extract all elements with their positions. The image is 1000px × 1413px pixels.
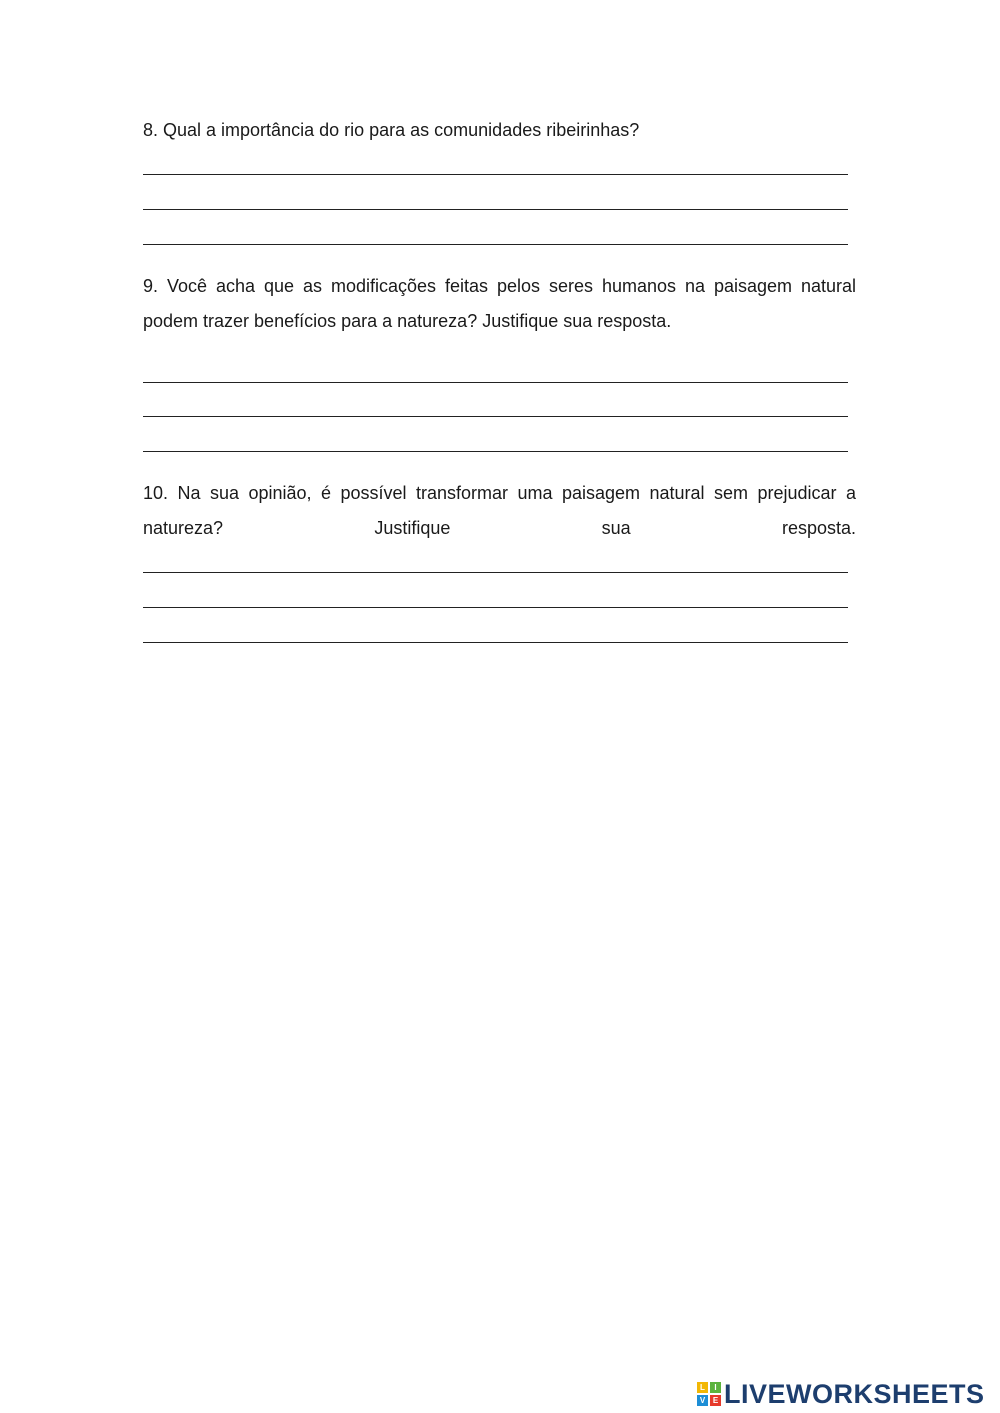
logo-cell-e: E: [710, 1395, 721, 1406]
logo-cell-i: I: [710, 1382, 721, 1393]
question-10-answer-line-3[interactable]: [143, 642, 848, 643]
liveworksheets-logo-text: LIVEWORKSHEETS: [724, 1378, 985, 1409]
question-8-answer-line-2[interactable]: [143, 209, 848, 210]
question-10-text: 10. Na sua opinião, é possível transformar uma paisagem natural sem prejudicar a natureza? Justifique sua resposta.: [143, 483, 856, 538]
question-8-text: 8. Qual a importância do rio para as comunidades ribeirinhas?: [143, 120, 640, 140]
question-9-answer-line-1[interactable]: [143, 382, 848, 383]
question-9-text: 9. Você acha que as modificações feitas pelos seres humanos na paisagem natural podem trazer benefícios para a natureza? Justifique sua resposta.: [143, 276, 856, 331]
question-10-answer-line-1[interactable]: [143, 572, 848, 573]
question-8-answer-line-1[interactable]: [143, 174, 848, 175]
liveworksheets-logo-icon: [697, 1382, 721, 1406]
question-9-answer-line-2[interactable]: [143, 416, 848, 417]
question-10-answer-line-2[interactable]: [143, 607, 848, 608]
liveworksheets-logo: [697, 1378, 985, 1410]
question-8-answer-line-3[interactable]: [143, 244, 848, 245]
logo-cell-l: L: [697, 1382, 708, 1393]
logo-cell-v: V: [697, 1395, 708, 1406]
question-9-answer-line-3[interactable]: [143, 451, 848, 452]
